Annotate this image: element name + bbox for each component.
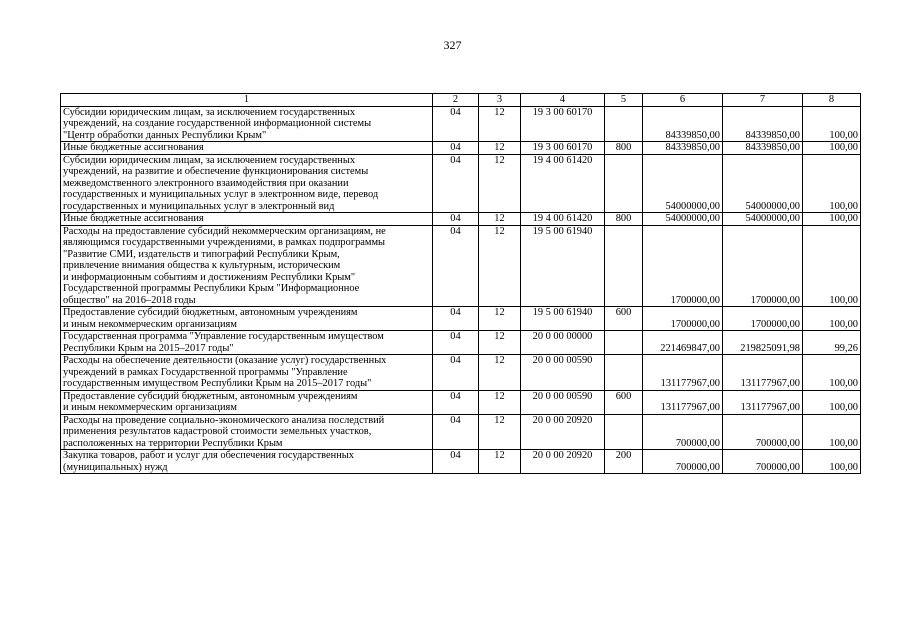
row-target-article: 19 5 00 61940: [521, 225, 605, 307]
row-subsection: 12: [479, 355, 521, 391]
row-percent: 100,00: [803, 213, 861, 226]
row-executed-amount: 700000,00: [723, 414, 803, 450]
row-subsection: 12: [479, 213, 521, 226]
row-executed-amount: 84339850,00: [723, 106, 803, 142]
table-header: [61, 94, 861, 107]
row-plan-amount: 84339850,00: [643, 142, 723, 155]
row-target-article: 19 5 00 61940: [521, 307, 605, 331]
row-expense-type: 600: [605, 390, 643, 414]
header-col-2: 2: [433, 94, 479, 107]
row-section: 04: [433, 225, 479, 307]
row-executed-amount: 131177967,00: [723, 355, 803, 391]
row-target-article: 20 0 00 00000: [521, 331, 605, 355]
row-plan-amount: 131177967,00: [643, 390, 723, 414]
row-subsection: 12: [479, 450, 521, 474]
row-plan-amount: 54000000,00: [643, 213, 723, 226]
row-percent: 100,00: [803, 450, 861, 474]
row-plan-amount: 700000,00: [643, 414, 723, 450]
table-row: [61, 142, 861, 155]
row-name: Государственная программа "Управление государственным имуществом Республики Крым на 2015–2017 годы": [61, 331, 433, 355]
row-plan-amount: 700000,00: [643, 450, 723, 474]
row-executed-amount: 54000000,00: [723, 154, 803, 213]
row-target-article: 20 0 00 20920: [521, 450, 605, 474]
row-percent: 100,00: [803, 106, 861, 142]
row-subsection: 12: [479, 307, 521, 331]
row-percent: 100,00: [803, 307, 861, 331]
table-body: [61, 106, 861, 474]
header-col-1: 1: [61, 94, 433, 107]
row-target-article: 19 4 00 61420: [521, 154, 605, 213]
row-subsection: 12: [479, 154, 521, 213]
row-executed-amount: 700000,00: [723, 450, 803, 474]
row-percent: 100,00: [803, 390, 861, 414]
table-row: [61, 390, 861, 414]
header-col-3: 3: [479, 94, 521, 107]
table-row: [61, 154, 861, 213]
row-percent: 100,00: [803, 225, 861, 307]
row-name: Иные бюджетные ассигнования: [61, 142, 433, 155]
row-expense-type: [605, 154, 643, 213]
row-section: 04: [433, 414, 479, 450]
page-number: 327: [443, 38, 462, 52]
row-section: 04: [433, 307, 479, 331]
row-subsection: 12: [479, 225, 521, 307]
row-plan-amount: 84339850,00: [643, 106, 723, 142]
row-subsection: 12: [479, 390, 521, 414]
row-percent: 100,00: [803, 355, 861, 391]
row-target-article: 19 3 00 60170: [521, 106, 605, 142]
row-subsection: 12: [479, 142, 521, 155]
table-row: [61, 225, 861, 307]
row-section: 04: [433, 355, 479, 391]
row-name: Расходы на проведение социально-экономического анализа последствий применения результатов кадастровой стоимости земельных участков, расположенных на территории Республики Крым: [61, 414, 433, 450]
row-executed-amount: 1700000,00: [723, 225, 803, 307]
row-plan-amount: 54000000,00: [643, 154, 723, 213]
row-name: Предоставление субсидий бюджетным, автономным учреждениям и иным некоммерческим организациям: [61, 390, 433, 414]
header-col-8: 8: [803, 94, 861, 107]
row-expense-type: [605, 414, 643, 450]
header-row: [61, 94, 861, 107]
row-percent: 100,00: [803, 154, 861, 213]
row-section: 04: [433, 331, 479, 355]
row-expense-type: 200: [605, 450, 643, 474]
row-subsection: 12: [479, 414, 521, 450]
row-name: Иные бюджетные ассигнования: [61, 213, 433, 226]
table-row: [61, 106, 861, 142]
row-section: 04: [433, 154, 479, 213]
row-expense-type: [605, 331, 643, 355]
row-executed-amount: 84339850,00: [723, 142, 803, 155]
row-name: Субсидии юридическим лицам, за исключением государственных учреждений, на развитие и обеспечение функционирования системы межведомственного электронного взаимодействия при оказании государственных и муниципальных услуг в электронном виде, перевод государственных и муниципальных услуг в электронный вид: [61, 154, 433, 213]
header-col-5: 5: [605, 94, 643, 107]
row-name: Расходы на предоставление субсидий некоммерческим организациям, не являющимся государственными учреждениями, в рамках подпрограммы "Развитие СМИ, издательств и типографий Республики Крым, привлечение внимания общества к культурным, историческим и информационным событиям и достижениям Республики Крым" Государственной программы Республики Крым "Информационное общество" на 2016–2018 годы: [61, 225, 433, 307]
row-target-article: 20 0 00 20920: [521, 414, 605, 450]
header-col-4: 4: [521, 94, 605, 107]
row-section: 04: [433, 390, 479, 414]
row-percent: 100,00: [803, 414, 861, 450]
header-col-7: 7: [723, 94, 803, 107]
row-name: Закупка товаров, работ и услуг для обеспечения государственных (муниципальных) нужд: [61, 450, 433, 474]
table-row: [61, 450, 861, 474]
row-plan-amount: 1700000,00: [643, 307, 723, 331]
row-plan-amount: 1700000,00: [643, 225, 723, 307]
row-section: 04: [433, 450, 479, 474]
row-plan-amount: 221469847,00: [643, 331, 723, 355]
row-expense-type: 800: [605, 213, 643, 226]
row-executed-amount: 54000000,00: [723, 213, 803, 226]
row-expense-type: [605, 106, 643, 142]
row-section: 04: [433, 213, 479, 226]
row-expense-type: [605, 225, 643, 307]
table-row: [61, 213, 861, 226]
row-target-article: 19 4 00 61420: [521, 213, 605, 226]
table-row: [61, 307, 861, 331]
row-executed-amount: 131177967,00: [723, 390, 803, 414]
row-section: 04: [433, 106, 479, 142]
table-row: [61, 414, 861, 450]
row-target-article: 20 0 00 00590: [521, 390, 605, 414]
row-plan-amount: 131177967,00: [643, 355, 723, 391]
row-name: Предоставление субсидий бюджетным, автономным учреждениям и иным некоммерческим организациям: [61, 307, 433, 331]
header-col-6: 6: [643, 94, 723, 107]
table-row: [61, 331, 861, 355]
row-target-article: 20 0 00 00590: [521, 355, 605, 391]
row-section: 04: [433, 142, 479, 155]
row-expense-type: [605, 355, 643, 391]
row-executed-amount: 219825091,98: [723, 331, 803, 355]
row-expense-type: 600: [605, 307, 643, 331]
row-executed-amount: 1700000,00: [723, 307, 803, 331]
row-target-article: 19 3 00 60170: [521, 142, 605, 155]
row-subsection: 12: [479, 331, 521, 355]
row-percent: 100,00: [803, 142, 861, 155]
row-percent: 99,26: [803, 331, 861, 355]
row-expense-type: 800: [605, 142, 643, 155]
row-name: Субсидии юридическим лицам, за исключением государственных учреждений, на создание государственной информационной системы "Центр обработки данных Республики Крым": [61, 106, 433, 142]
table-row: [61, 355, 861, 391]
row-name: Расходы на обеспечение деятельности (оказание услуг) государственных учреждений в рамках Государственной программы "Управление государственным имуществом Республики Крым на 2015–2017 годы": [61, 355, 433, 391]
budget-table: [60, 93, 861, 474]
row-subsection: 12: [479, 106, 521, 142]
